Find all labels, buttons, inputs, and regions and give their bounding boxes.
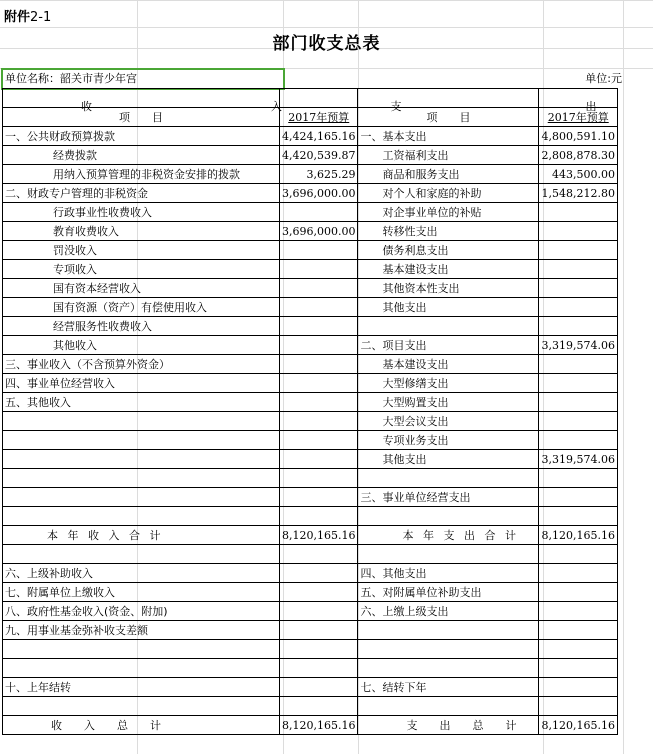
income-budget-cell[interactable]: 8,120,165.16 <box>280 716 358 735</box>
header-budget-expense[interactable]: 2017年预算 <box>539 108 617 127</box>
income-item-cell[interactable]: 八、政府性基金收入(资金、附加) <box>3 602 280 621</box>
table-row <box>3 165 618 184</box>
expense-item-cell[interactable] <box>358 640 539 659</box>
income-item-cell[interactable]: 十、上年结转 <box>3 678 280 697</box>
table-header-row-1 <box>3 89 618 108</box>
expense-item-cell[interactable]: 大型会议支出 <box>358 412 539 431</box>
income-budget-cell[interactable] <box>280 203 358 222</box>
expense-budget-cell[interactable] <box>539 507 617 526</box>
income-item-cell[interactable]: 经营服务性收费收入 <box>3 317 280 336</box>
expense-budget-cell[interactable] <box>539 222 617 241</box>
expense-budget-cell[interactable] <box>539 412 617 431</box>
annex-label-bold: 附件 <box>4 10 31 25</box>
table-row <box>3 678 618 697</box>
income-budget-cell[interactable] <box>280 279 358 298</box>
expense-item-cell[interactable]: 对企事业单位的补贴 <box>358 203 539 222</box>
table-row <box>3 469 618 488</box>
income-budget-cell[interactable] <box>280 488 358 507</box>
income-budget-cell[interactable] <box>280 260 358 279</box>
expense-item-cell[interactable]: 工资福利支出 <box>358 146 539 165</box>
expense-item-cell[interactable]: 其他支出 <box>358 450 539 469</box>
header-income: 收 <box>81 100 92 113</box>
table-row <box>3 602 618 621</box>
expense-budget-cell[interactable] <box>539 393 617 412</box>
expense-budget-cell[interactable]: 8,120,165.16 <box>539 526 617 545</box>
income-item-cell[interactable]: 教育收费收入 <box>3 222 280 241</box>
income-item-cell[interactable] <box>3 545 280 564</box>
income-item-cell[interactable]: 一、公共财政预算拨款 <box>3 127 280 146</box>
table-row <box>3 450 618 469</box>
income-item-cell[interactable]: 其他收入 <box>3 336 280 355</box>
income-budget-cell[interactable] <box>280 393 358 412</box>
expense-budget-cell[interactable] <box>539 488 617 507</box>
annex-label <box>4 6 51 25</box>
table-row <box>3 564 618 583</box>
income-budget-cell[interactable]: 3,696,000.00 <box>280 184 358 203</box>
header-item-expense[interactable]: 项 目 <box>358 108 539 127</box>
header-expense: 支 <box>390 100 402 113</box>
table-row <box>3 545 618 564</box>
income-budget-cell[interactable] <box>280 640 358 659</box>
expense-item-cell[interactable]: 六、上缴上级支出 <box>358 602 539 621</box>
expense-item-cell[interactable]: 五、对附属单位补助支出 <box>358 583 539 602</box>
table-row <box>3 184 618 203</box>
table-row <box>3 621 618 640</box>
expense-item-cell[interactable]: 基本建设支出 <box>358 260 539 279</box>
expense-item-cell[interactable]: 债务利息支出 <box>358 241 539 260</box>
expense-budget-cell[interactable] <box>539 241 617 260</box>
page-title: 部门收支总表 <box>272 34 381 54</box>
income-budget-cell[interactable] <box>280 469 358 488</box>
expense-budget-cell[interactable] <box>539 678 617 697</box>
table-row <box>3 393 618 412</box>
income-budget-cell[interactable] <box>280 431 358 450</box>
expense-budget-cell[interactable] <box>539 317 617 336</box>
expense-budget-cell[interactable] <box>539 545 617 564</box>
income-item-cell[interactable]: 本 年 收 入 合 计 <box>3 526 280 545</box>
income-item-cell[interactable]: 二、财政专户管理的非税资金 <box>3 184 280 203</box>
expense-item-cell[interactable]: 其他资本性支出 <box>358 279 539 298</box>
table-row <box>3 659 618 678</box>
expense-item-cell[interactable] <box>358 659 539 678</box>
expense-item-cell[interactable]: 其他支出 <box>358 298 539 317</box>
table-row <box>3 697 618 716</box>
expense-item-cell[interactable]: 三、事业单位经营支出 <box>358 488 539 507</box>
table-header-row-2 <box>3 108 618 127</box>
income-item-cell[interactable] <box>3 431 280 450</box>
table-row <box>3 317 618 336</box>
header-budget-income[interactable]: 2017年预算 <box>280 108 358 127</box>
unit-name[interactable]: 单位名称：韶关市青少年宫 <box>5 72 137 85</box>
income-item-cell[interactable]: 七、附属单位上缴收入 <box>3 583 280 602</box>
income-budget-cell[interactable] <box>280 545 358 564</box>
table-row <box>3 241 618 260</box>
table-row <box>3 146 618 165</box>
table-row <box>3 222 618 241</box>
table-row <box>3 260 618 279</box>
income-item-cell[interactable]: 国有资本经营收入 <box>3 279 280 298</box>
table-row <box>3 127 618 146</box>
header-item-income[interactable]: 项 目 <box>3 108 280 127</box>
table-row <box>3 336 618 355</box>
income-item-cell[interactable]: 用纳入预算管理的非税资金安排的拨款 <box>3 165 280 184</box>
expense-budget-cell[interactable] <box>539 355 617 374</box>
expense-item-cell[interactable]: 转移性支出 <box>358 222 539 241</box>
expense-budget-cell[interactable] <box>539 279 617 298</box>
table-row <box>3 431 618 450</box>
expense-item-cell[interactable]: 七、结转下年 <box>358 678 539 697</box>
table-row <box>3 507 618 526</box>
expense-item-cell[interactable] <box>358 621 539 640</box>
income-item-cell[interactable]: 罚没收入 <box>3 241 280 260</box>
income-item-cell[interactable]: 收 入 总 计 <box>3 716 280 735</box>
income-item-cell[interactable]: 三、事业收入（不含预算外资金） <box>3 355 280 374</box>
expense-budget-cell[interactable] <box>539 583 617 602</box>
expense-item-cell[interactable]: 商品和服务支出 <box>358 165 539 184</box>
table-row <box>3 640 618 659</box>
table-row <box>3 355 618 374</box>
annex-label-number: 2-1 <box>30 10 52 25</box>
expense-item-cell[interactable]: 四、其他支出 <box>358 564 539 583</box>
table-row <box>3 298 618 317</box>
income-budget-cell[interactable] <box>280 659 358 678</box>
income-item-cell[interactable]: 五、其他收入 <box>3 393 280 412</box>
expense-item-cell[interactable] <box>358 317 539 336</box>
expense-budget-cell[interactable]: 1,548,212.80 <box>539 184 617 203</box>
table-row <box>3 488 618 507</box>
expense-budget-cell[interactable] <box>539 564 617 583</box>
income-budget-cell[interactable]: 4,420,539.87 <box>280 146 358 165</box>
income-item-cell[interactable] <box>3 659 280 678</box>
income-budget-cell[interactable] <box>280 678 358 697</box>
income-item-cell[interactable]: 九、用事业基金弥补收支差额 <box>3 621 280 640</box>
income-item-cell[interactable] <box>3 640 280 659</box>
income-budget-cell[interactable] <box>280 602 358 621</box>
income-budget-cell[interactable]: 8,120,165.16 <box>280 526 358 545</box>
table-row <box>3 526 618 545</box>
header-expense-end-cell[interactable] <box>539 89 617 113</box>
expense-budget-cell[interactable]: 8,120,165.16 <box>539 716 617 735</box>
header-income-end: 入 <box>271 100 282 113</box>
income-item-cell[interactable]: 专项收入 <box>3 260 280 279</box>
expense-item-cell[interactable] <box>358 469 539 488</box>
table-row <box>3 279 618 298</box>
expense-budget-cell[interactable] <box>539 469 617 488</box>
table-row <box>3 583 618 602</box>
expense-item-cell[interactable]: 本 年 支 出 合 计 <box>358 526 539 545</box>
table-row <box>3 374 618 393</box>
expense-budget-cell[interactable] <box>539 640 617 659</box>
income-item-cell[interactable] <box>3 469 280 488</box>
income-budget-cell[interactable] <box>280 298 358 317</box>
income-item-cell[interactable]: 经费拨款 <box>3 146 280 165</box>
expense-item-cell[interactable]: 支 出 总 计 <box>358 716 539 735</box>
expense-item-cell[interactable]: 对个人和家庭的补助 <box>358 184 539 203</box>
expense-budget-cell[interactable] <box>539 659 617 678</box>
header-expense-end: 出 <box>585 100 597 113</box>
unit-label: 单位:元 <box>585 72 622 85</box>
expense-item-cell[interactable]: 二、项目支出 <box>358 336 539 355</box>
expense-budget-cell[interactable] <box>539 260 617 279</box>
selected-cell-highlight[interactable] <box>1 68 285 90</box>
income-budget-cell[interactable] <box>280 355 358 374</box>
income-budget-cell[interactable] <box>280 374 358 393</box>
income-item-cell[interactable] <box>3 412 280 431</box>
income-budget-cell[interactable] <box>280 507 358 526</box>
income-budget-cell[interactable] <box>280 241 358 260</box>
income-budget-cell[interactable] <box>280 564 358 583</box>
income-item-cell[interactable] <box>3 488 280 507</box>
header-expense-cell[interactable] <box>358 89 539 113</box>
expense-budget-cell[interactable]: 4,800,591.10 <box>539 127 617 146</box>
expense-budget-cell[interactable] <box>539 374 617 393</box>
income-item-cell[interactable] <box>3 697 280 716</box>
expense-budget-cell[interactable] <box>539 298 617 317</box>
expense-item-cell[interactable] <box>358 697 539 716</box>
expense-budget-cell[interactable]: 443,500.00 <box>539 165 617 184</box>
expense-item-cell[interactable]: 大型购置支出 <box>358 393 539 412</box>
income-item-cell[interactable]: 四、事业单位经营收入 <box>3 374 280 393</box>
income-budget-cell[interactable] <box>280 450 358 469</box>
income-budget-cell[interactable] <box>280 336 358 355</box>
expense-item-cell[interactable] <box>358 545 539 564</box>
expense-item-cell[interactable]: 大型修缮支出 <box>358 374 539 393</box>
income-item-cell[interactable] <box>3 450 280 469</box>
header-income-blank[interactable] <box>280 89 358 108</box>
expense-item-cell[interactable]: 基本建设支出 <box>358 355 539 374</box>
expense-budget-cell[interactable]: 2,808,878.30 <box>539 146 617 165</box>
expense-budget-cell[interactable] <box>539 621 617 640</box>
income-budget-cell[interactable] <box>280 583 358 602</box>
income-item-cell[interactable] <box>3 507 280 526</box>
income-budget-cell[interactable]: 4,424,165.16 <box>280 127 358 146</box>
income-item-cell[interactable]: 行政事业性收费收入 <box>3 203 280 222</box>
expense-budget-cell[interactable] <box>539 602 617 621</box>
expense-budget-cell[interactable] <box>539 203 617 222</box>
expense-budget-cell[interactable] <box>539 431 617 450</box>
income-item-cell[interactable]: 六、上级补助收入 <box>3 564 280 583</box>
header-income-cell[interactable] <box>3 89 282 113</box>
summary-table <box>2 88 618 735</box>
income-item-cell[interactable]: 国有资源（资产）有偿使用收入 <box>3 298 280 317</box>
income-budget-cell[interactable]: 3,625.29 <box>280 165 358 184</box>
income-budget-cell[interactable] <box>280 412 358 431</box>
income-budget-cell[interactable] <box>280 317 358 336</box>
income-budget-cell[interactable]: 3,696,000.00 <box>280 222 358 241</box>
table-row <box>3 716 618 735</box>
income-budget-cell[interactable] <box>280 697 358 716</box>
table-row <box>3 412 618 431</box>
table-body <box>3 127 618 735</box>
expense-budget-cell[interactable]: 3,319,574.06 <box>539 336 617 355</box>
income-budget-cell[interactable] <box>280 621 358 640</box>
expense-item-cell[interactable] <box>358 507 539 526</box>
expense-budget-cell[interactable]: 3,319,574.06 <box>539 450 617 469</box>
expense-item-cell[interactable]: 一、基本支出 <box>358 127 539 146</box>
expense-budget-cell[interactable] <box>539 697 617 716</box>
expense-item-cell[interactable]: 专项业务支出 <box>358 431 539 450</box>
table-row <box>3 203 618 222</box>
